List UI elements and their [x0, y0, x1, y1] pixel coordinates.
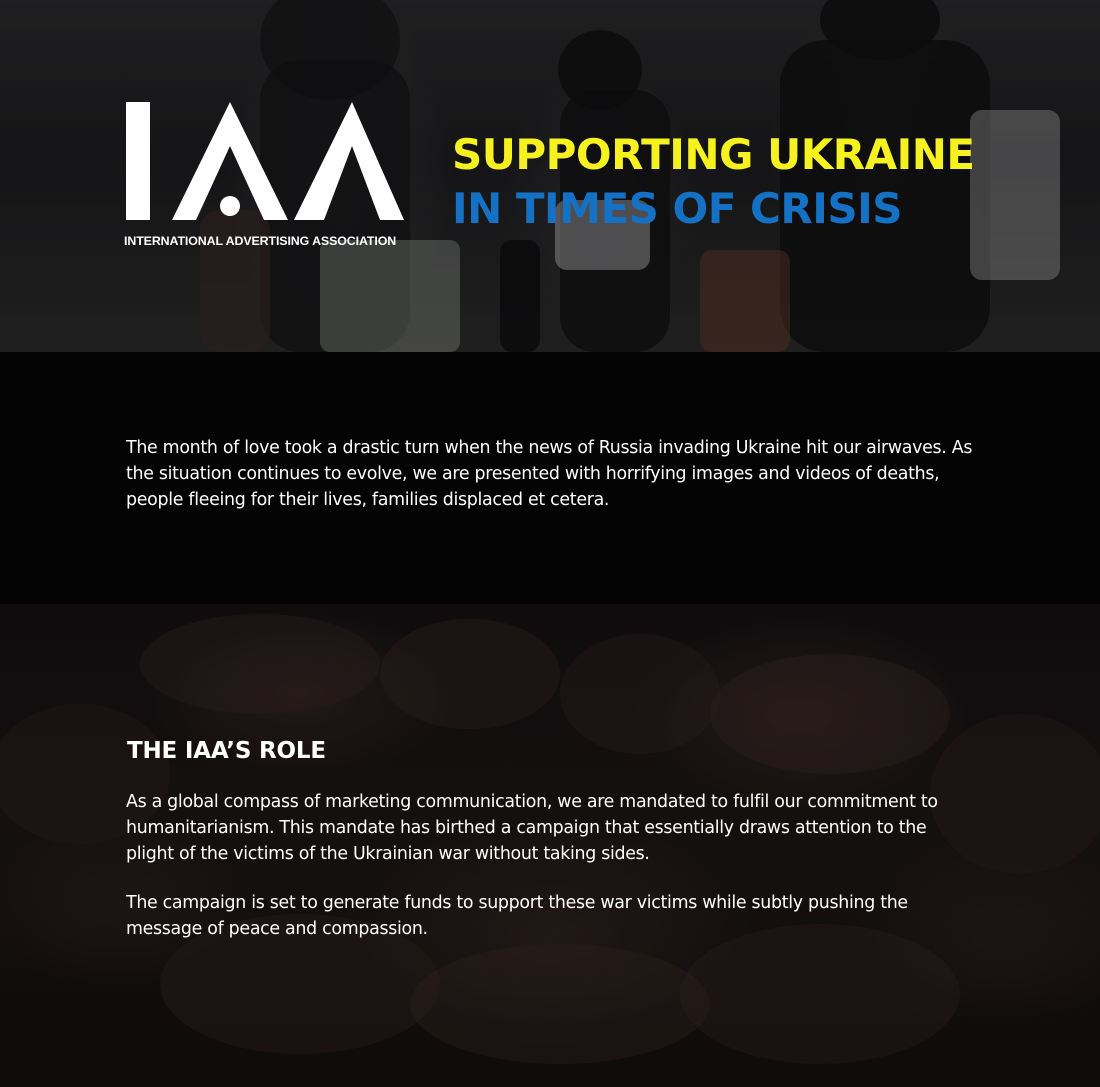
iaa-logo — [124, 100, 406, 254]
headline — [452, 128, 1012, 236]
role-section — [0, 604, 1100, 1087]
logo-caption: INTERNATIONAL ADVERTISING ASSOCIATION — [124, 234, 397, 248]
intro-paragraph: The month of love took a drastic turn when the news of Russia invading Ukraine hit our airwaves. As the situation continues to evolve, we are presented with horrifying images and videos of deaths, people fleeing for their lives, families displaced et cetera. — [126, 438, 973, 510]
headline-line-1: SUPPORTING UKRAINE — [452, 130, 975, 179]
role-paragraph-2: The campaign is set to generate funds to support these war victims while subtly pushing the message of peace and compassion. — [126, 893, 908, 939]
headline-line-2: IN TIMES OF CRISIS — [452, 184, 902, 233]
hero-banner — [0, 0, 1100, 352]
intro-section — [0, 352, 1100, 604]
iaa-logo-mark — [124, 100, 406, 224]
role-heading: THE IAA’S ROLE — [127, 738, 326, 764]
role-paragraph-1: As a global compass of marketing communication, we are mandated to fulfil our commitment to humanitarianism. This mandate has birthed a campaign that essentially draws attention to the plight of the victims of the Ukrainian war without taking sides. — [126, 792, 938, 864]
